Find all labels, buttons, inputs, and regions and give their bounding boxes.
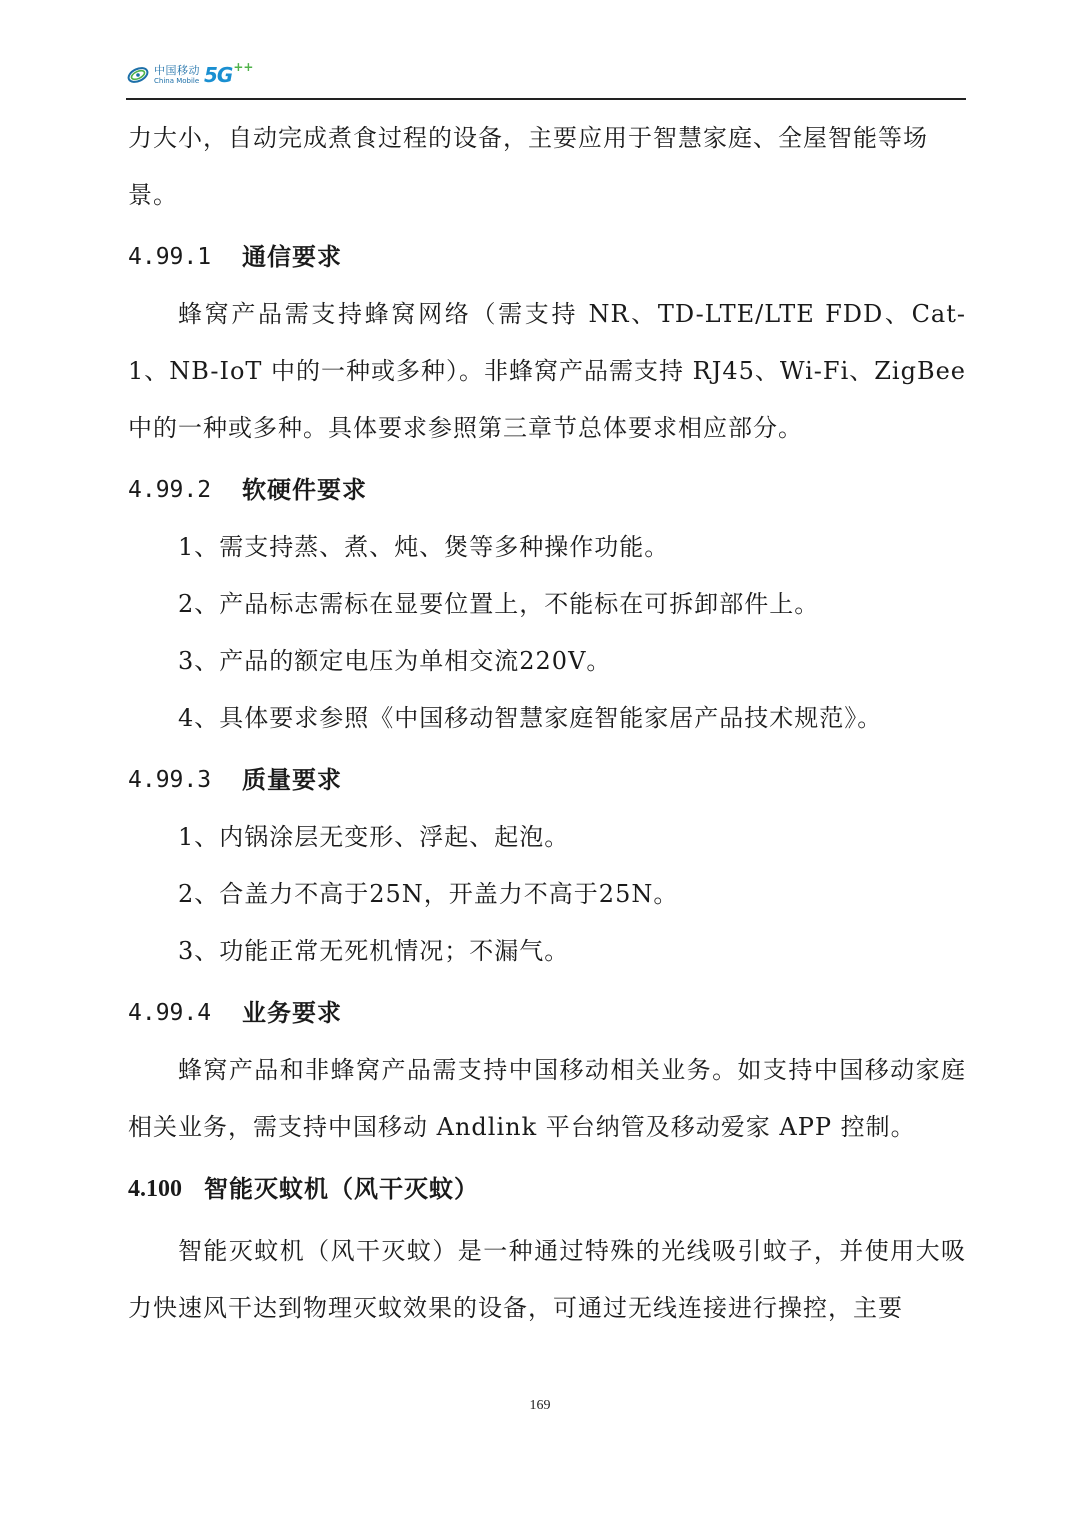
logo-en-text: China Mobile bbox=[154, 77, 200, 85]
section-heading-4-100 bbox=[128, 1161, 966, 1218]
logo-plus-text: ++ bbox=[233, 60, 254, 74]
section-heading-4-99-4 bbox=[128, 985, 966, 1042]
list-item: 1、需支持蒸、煮、炖、煲等多种操作功能。 bbox=[178, 533, 670, 561]
section-title: 质量要求 bbox=[242, 766, 342, 794]
section-number: 4.99.1 bbox=[128, 244, 212, 270]
section-title: 软硬件要求 bbox=[242, 476, 367, 504]
section-title: 智能灭蚊机（风干灭蚊） bbox=[204, 1175, 479, 1203]
section-number: 4.99.4 bbox=[128, 1000, 212, 1026]
list-item: 2、合盖力不高于25N，开盖力不高于25N。 bbox=[178, 880, 679, 908]
page-number: 169 bbox=[529, 1398, 551, 1413]
section-heading-4-99-3 bbox=[128, 752, 966, 809]
section-number: 4.99.3 bbox=[128, 767, 212, 793]
section-paragraph: 蜂窝产品需支持蜂窝网络（需支持 NR、TD-LTE/LTE FDD、Cat-1、NB-IoT 中的一种或多种）。非蜂窝产品需支持 RJ45、Wi-Fi、ZigBee 中的一种或多种。具体要求参照第三章节总体要求相应部分。 bbox=[128, 300, 967, 442]
section-paragraph: 蜂窝产品和非蜂窝产品需支持中国移动相关业务。如支持中国移动家庭相关业务，需支持中国移动 Andlink 平台纳管及移动爱家 APP 控制。 bbox=[128, 1056, 966, 1141]
list-item: 3、功能正常无死机情况；不漏气。 bbox=[178, 937, 570, 965]
section-title: 业务要求 bbox=[242, 999, 342, 1027]
section-heading-4-99-2 bbox=[128, 462, 966, 519]
list-item: 2、产品标志需标在显要位置上，不能标在可拆卸部件上。 bbox=[178, 590, 820, 618]
page-content bbox=[128, 110, 966, 1337]
page-header bbox=[126, 58, 966, 100]
list-item: 1、内锅涂层无变形、浮起、起泡。 bbox=[178, 823, 570, 851]
logo-5g-text: 5G bbox=[204, 63, 233, 87]
china-mobile-logo-icon bbox=[126, 63, 150, 87]
list-item: 3、产品的额定电压为单相交流220V。 bbox=[178, 647, 612, 675]
intro-line-1: 力大小，自动完成煮食过程的设备，主要应用于智慧家庭、全屋智能等场 bbox=[128, 124, 928, 152]
section-title: 通信要求 bbox=[242, 243, 342, 271]
logo-wordmark bbox=[154, 65, 200, 85]
intro-line-2: 景。 bbox=[128, 181, 178, 209]
section-paragraph: 智能灭蚊机（风干灭蚊）是一种通过特殊的光线吸引蚊子，并使用大吸力快速风干达到物理灭蚊效果的设备，可通过无线连接进行操控，主要 bbox=[128, 1237, 966, 1322]
section-heading-4-99-1 bbox=[128, 229, 966, 286]
logo-cn-text: 中国移动 bbox=[154, 64, 200, 77]
list-item: 4、具体要求参照《中国移动智慧家庭智能家居产品技术规范》。 bbox=[178, 704, 883, 732]
section-number: 4.100 bbox=[128, 1176, 182, 1202]
china-mobile-logo bbox=[126, 58, 253, 92]
section-number: 4.99.2 bbox=[128, 477, 212, 503]
